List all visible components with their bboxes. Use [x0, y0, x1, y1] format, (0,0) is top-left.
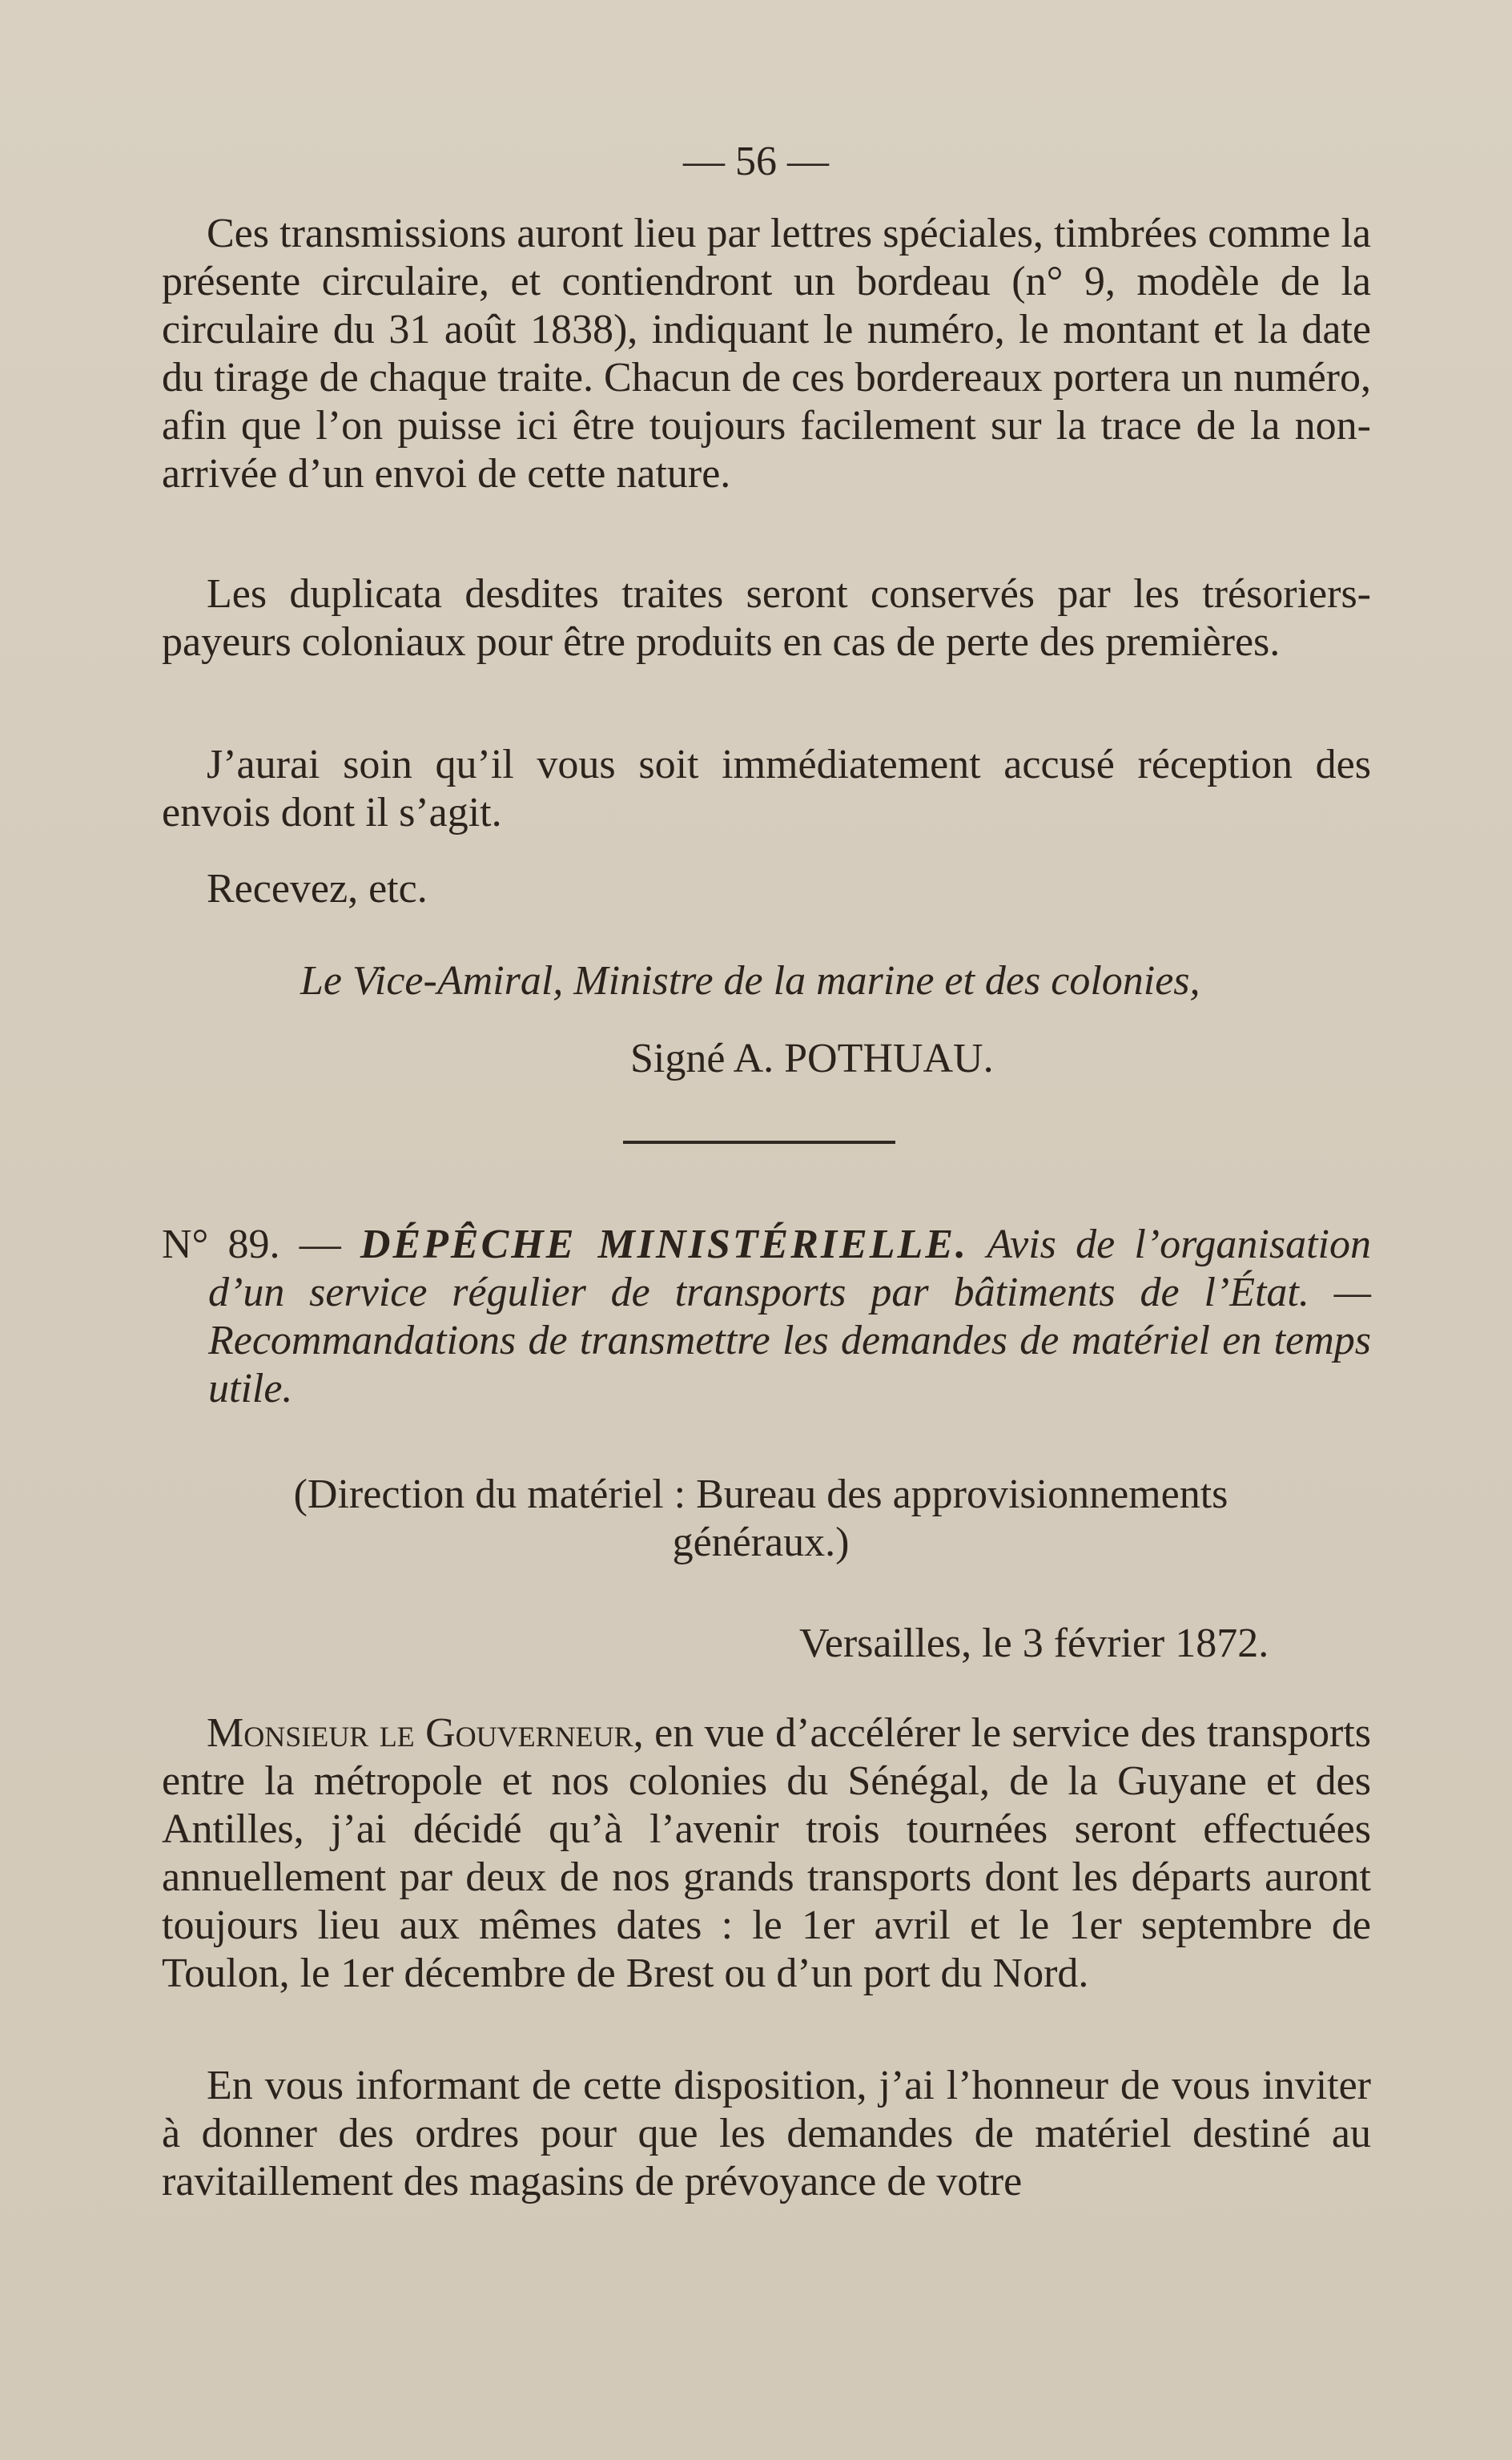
paragraph-transports-text: , en vue d’accélérer le service des transports entre la métropole et nos colonies du Sénégal, de la Guyane et des Antilles, j’ai décidé qu’à l’avenir trois tournées seront effectuées annuellement par deux de nos grands transports dont les départs auront toujours lieu aux mêmes dates : le 1er avril et le 1er septembre de Toulon, le 1er décembre de Brest ou d’un port du Nord.	[162, 1710, 1371, 1996]
closing-formula: Recevez, etc.	[207, 866, 428, 912]
page-number: — 56 —	[683, 139, 829, 184]
dispatch-date: Versailles, le 3 février 1872.	[799, 1621, 1269, 1666]
paragraph-duplicata: Les duplicata desdites traites seront conservés par les trésoriers-payeurs coloniaux pour être produits en cas de perte des premières.	[162, 571, 1371, 665]
dispatch-kind: DÉPÊCHE MINISTÉRIELLE.	[360, 1222, 969, 1267]
dispatch-heading-text	[162, 1221, 1371, 1413]
paragraph-reception: J’aurai soin qu’il vous soit immédiatement accusé réception des envois dont il s’agit.	[162, 742, 1371, 835]
paragraph-transmissions: Ces transmissions auront lieu par lettres spéciales, timbrées comme la présente circulaire, et contiendront un bordeau (n° 9, modèle de la circulaire du 31 août 1838), indiquant le numéro, le montant et la date du tirage de chaque traite. Chacun de ces bordereaux portera un numéro, afin que l’on puisse ici être toujours facilement sur la trace de la non-arrivée d’un envoi de cette nature.	[162, 211, 1371, 497]
closing-block	[162, 865, 1371, 913]
paragraph-information: En vous informant de cette disposition, j’ai l’honneur de vous inviter à donner des ordres pour que les demandes de matériel destiné au ravitaillement des magasins de prévoyance de votre	[162, 2063, 1371, 2204]
letter-body-top	[162, 210, 1371, 498]
dispatch-body	[162, 1709, 1371, 1998]
paragraph-reception-block	[162, 741, 1371, 837]
dispatch-heading	[162, 1221, 1371, 1413]
dispatch-direction: (Direction du matériel : Bureau des approvisionnements généraux.)	[293, 1472, 1228, 1565]
dispatch-number: N° 89. —	[162, 1222, 360, 1267]
paragraph-transports	[162, 1709, 1371, 1998]
salutation: Monsieur le Gouverneur	[207, 1710, 633, 1756]
paragraph-duplicata-block	[162, 570, 1371, 666]
section-divider	[623, 1141, 895, 1144]
dispatch-subject: Avis de l’organisation d’un service régulier de transports par bâtiments de l’État. — Recommandations de transmettre les demandes de matériel en temps utile.	[208, 1222, 1371, 1411]
dispatch-body-2	[162, 2062, 1371, 2206]
signature-title: Le Vice-Amiral, Ministre de la marine et des colonies,	[300, 958, 1200, 1004]
signature-name: Signé A. POTHUAU.	[630, 1036, 994, 1081]
